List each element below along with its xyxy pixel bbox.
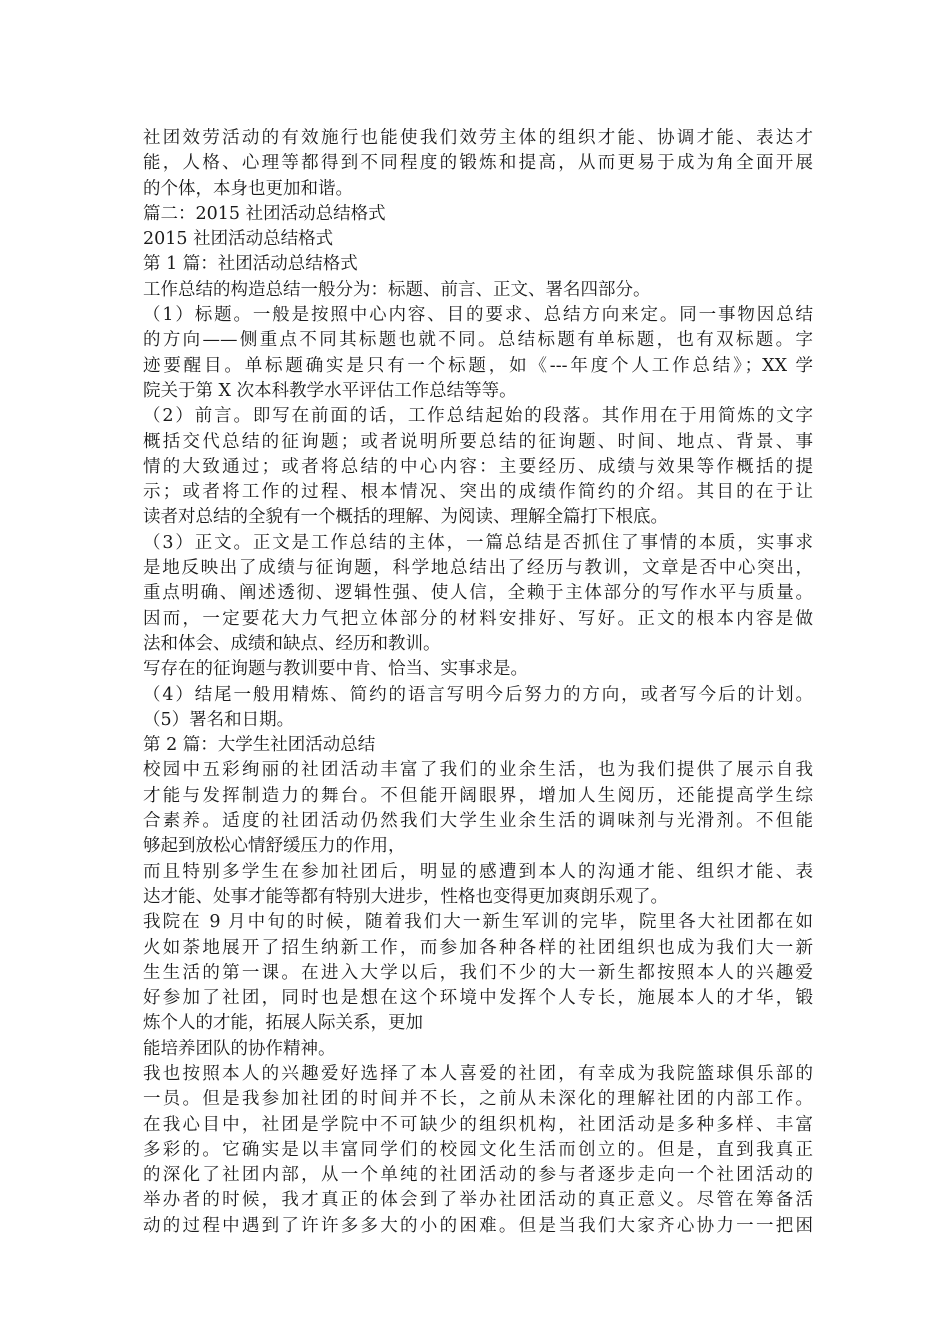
text-line: 能培养团队的协作精神。 xyxy=(143,1038,336,1059)
text-line: 概括交代总结的征询题；或者说明所要总结的征询题、时间、地点、背景、事 xyxy=(143,431,813,452)
text-line: 举办者的时候，我才真正的体会到了举办社团活动的真正意义。尽管在筹备活 xyxy=(143,1190,813,1211)
text-line: （4）结尾一般用精炼、简约的语言写明今后努力的方向，或者写今后的计划。 xyxy=(143,684,813,705)
document-body xyxy=(143,126,813,1239)
text-line: 的方向——侧重点不同其标题也就不同。总结标题有单标题，也有双标题。字 xyxy=(143,330,813,351)
text-line: 炼个人的才能，拓展人际关系，更加 xyxy=(143,1013,423,1034)
text-line: 好参加了社团，同时也是想在这个环境中发挥个人专长，施展本人的才华，锻 xyxy=(143,988,813,1009)
text-line: 迹要醒目。单标题确实是只有一个标题，如《---年度个人工作总结》；XX 学 xyxy=(143,355,813,376)
text-line: 写存在的征询题与教训要中肯、恰当、实事求是。 xyxy=(143,659,528,680)
text-line: 情的大致通过；或者将总结的中心内容：主要经历、成绩与效果等作概括的提 xyxy=(143,456,813,477)
text-line: 而且特别多学生在参加社团后，明显的感遭到本人的沟通才能、组织才能、表 xyxy=(143,861,813,882)
text-line: 篇二：2015 社团活动总结格式 xyxy=(143,203,386,224)
text-line: 我也按照本人的兴趣爱好选择了本人喜爱的社团，有幸成为我院篮球俱乐部的 xyxy=(143,1063,813,1084)
text-line: （2）前言。即写在前面的话，工作总结起始的段落。其作用在于用简炼的文字 xyxy=(143,406,813,427)
text-line: （1）标题。一般是按照中心内容、目的要求、总结方向来定。同一事物因总结 xyxy=(143,305,813,326)
text-line: （5）署名和日期。 xyxy=(143,709,295,730)
text-line: 重点明确、阐述透彻、逻辑性强、使人信，全赖于主体部分的写作水平与质量。 xyxy=(143,583,813,604)
text-line: 法和体会、成绩和缺点、经历和教训。 xyxy=(143,633,441,654)
text-line: 社团效劳活动的有效施行也能使我们效劳主体的组织才能、协调才能、表达才 xyxy=(143,128,813,148)
text-line: 的个体，本身也更加和谐。 xyxy=(143,178,353,199)
text-line: 达才能、处事才能等都有特别大进步，性格也变得更加爽朗乐观了。 xyxy=(143,886,668,907)
text-line: 读者对总结的全貌有一个概括的理解、为阅读、理解全篇打下根底。 xyxy=(143,507,668,528)
text-line: 因而，一定要花大力气把立体部分的材料安排好、写好。正文的根本内容是做 xyxy=(143,608,813,629)
text-line: 工作总结的构造总结一般分为：标题、前言、正文、署名四部分。 xyxy=(143,279,651,300)
text-line: 的深化了社团内部，从一个单纯的社团活动的参与者逐步走向一个社团活动的 xyxy=(143,1165,813,1186)
text-line: 2015 社团活动总结格式 xyxy=(143,229,334,250)
text-line: 示；或者将工作的过程、根本情况、突出的成绩作简约的介绍。其目的在于让 xyxy=(143,482,813,503)
text-line: 生生活的第一课。在进入大学以后，我们不少的大一新生都按照本人的兴趣爱 xyxy=(143,962,813,983)
text-line: （3）正文。正文是工作总结的主体，一篇总结是否抓住了事情的本质，实事求 xyxy=(143,532,813,553)
text-line: 是地反映出了成绩与征询题，科学地总结出了经历与教训，文章是否中心突出， xyxy=(143,558,813,579)
text-line: 火如荼地展开了招生纳新工作，而参加各种各样的社团组织也成为我们大一新 xyxy=(143,937,813,958)
text-line: 第 1 篇：社团活动总结格式 xyxy=(143,254,358,275)
text-line: 我院在 9 月中旬的时候，随着我们大一新生军训的完毕，院里各大社团都在如 xyxy=(143,912,813,933)
text-line: 校园中五彩绚丽的社团活动丰富了我们的业余生活，也为我们提供了展示自我 xyxy=(143,760,813,781)
text-line: 才能与发挥制造力的舞台。不但能开阔眼界，增加人生阅历，还能提高学生综 xyxy=(143,785,813,806)
text-line: 合素养。适度的社团活动仍然我们大学生业余生活的调味剂与光滑剂。不但能 xyxy=(143,811,813,832)
text-line: 一员。但是我参加社团的时间并不长，之前从未深化的理解社团的内部工作。 xyxy=(143,1089,813,1110)
text-line: 院关于第 X 次本科教学水平评估工作总结等等。 xyxy=(143,380,517,401)
text-line: 多彩的。它确实是以丰富同学们的校园文化生活而创立的。但是，直到我真正 xyxy=(143,1139,813,1160)
text-line: 能，人格、心理等都得到不同程度的锻炼和提高，从而更易于成为角全面开展 xyxy=(143,153,813,174)
text-line: 第 2 篇：大学生社团活动总结 xyxy=(143,735,376,756)
text-line: 够起到放松心情舒缓压力的作用， xyxy=(143,836,406,857)
text-line: 动的过程中遇到了许许多多大的小的困难。但是当我们大家齐心协力一一把困 xyxy=(143,1215,813,1236)
text-line: 在我心目中，社团是学院中不可缺少的组织机构，社团活动是多种多样、丰富 xyxy=(143,1114,813,1135)
